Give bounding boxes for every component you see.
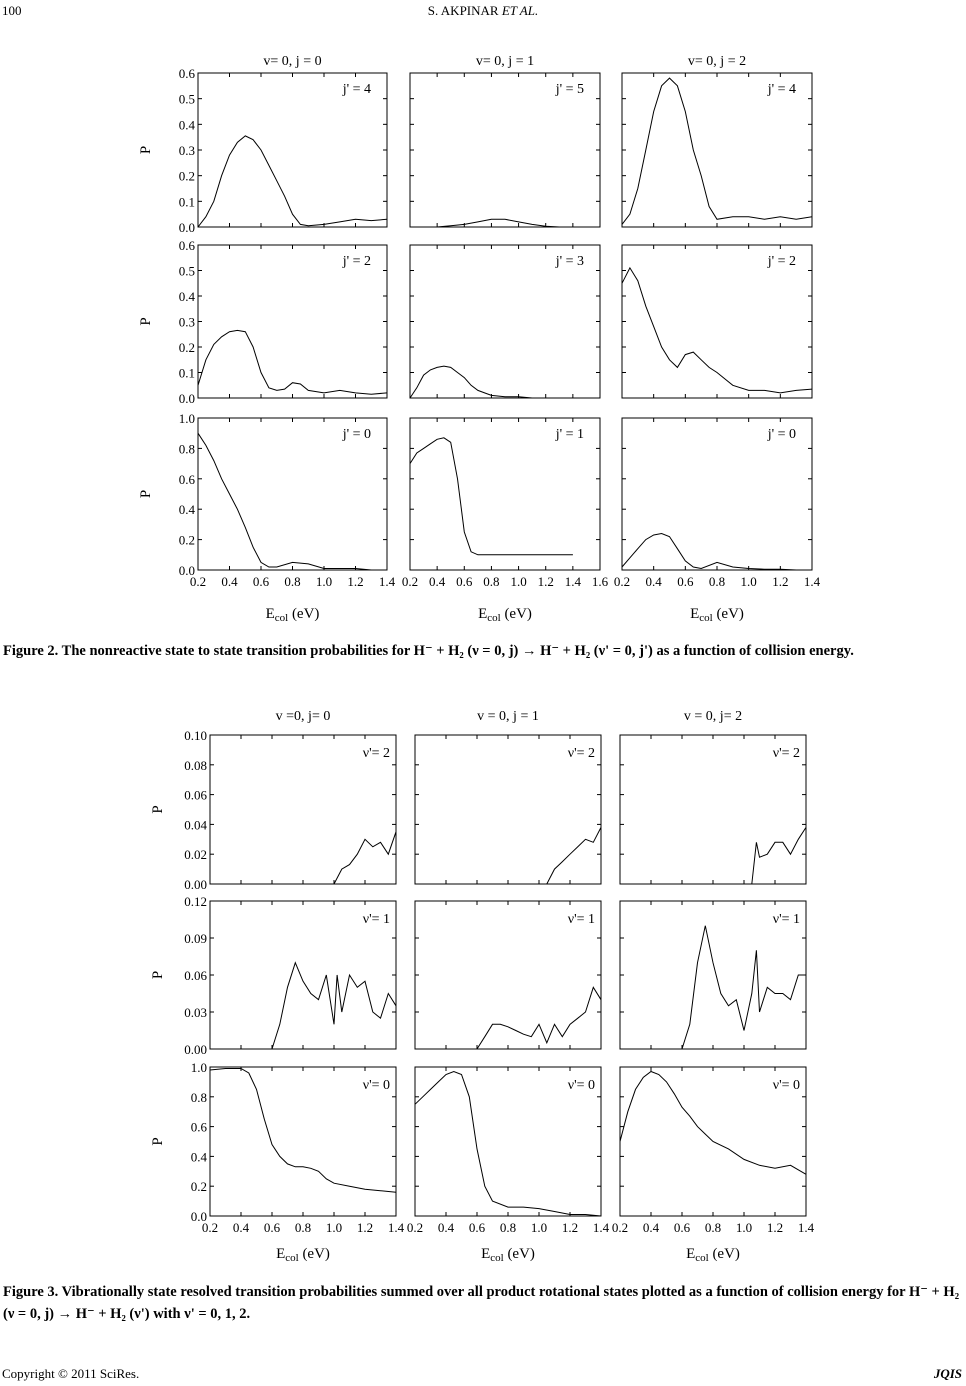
y-axis-label: P — [138, 145, 154, 155]
x-tick-label: 0.6 — [252, 574, 270, 589]
x-axis-label — [478, 606, 532, 624]
y-axis-label: P — [150, 970, 166, 980]
y-tick-label: 0.3 — [178, 143, 195, 158]
x-label-unit: (eV) — [708, 1246, 740, 1262]
x-axis-label-text — [686, 1246, 740, 1264]
series-line — [198, 136, 387, 227]
x-tick-label: 1.2 — [766, 1220, 784, 1235]
x-axis-label — [686, 1246, 740, 1264]
panel-label: j' = 0 — [342, 427, 371, 442]
series-line — [334, 832, 396, 884]
panel-label: ν'= 2 — [362, 746, 390, 761]
y-axis-label: P — [150, 805, 166, 814]
x-label-unit: (eV) — [712, 606, 744, 622]
panel-r0-c1 — [415, 735, 601, 884]
x-tick-label: 0.6 — [468, 1220, 486, 1235]
panel-r2-c2 — [612, 1067, 815, 1235]
panel-label: j' = 5 — [555, 82, 584, 97]
y-tick-label: 0.5 — [178, 263, 195, 279]
y-tick-label: 0.06 — [184, 787, 207, 803]
x-tick-label: 0.4 — [221, 574, 238, 589]
x-axis-label-text — [478, 606, 532, 624]
figure-2 — [0, 40, 966, 630]
panel-label: j' = 0 — [767, 427, 796, 442]
x-tick-label: 0.4 — [437, 1220, 455, 1235]
x-axis-label-text — [690, 606, 744, 624]
series-line — [410, 438, 573, 555]
x-axis-label — [266, 606, 320, 624]
x-tick-label: 1.0 — [325, 1220, 343, 1235]
y-tick-label: 0.6 — [178, 471, 195, 487]
x-tick-label: 0.4 — [642, 1220, 660, 1235]
x-tick-label: 0.2 — [201, 1220, 219, 1235]
column-title: v= 0, j = 0 — [263, 54, 322, 69]
column-title: v = 0, j= 2 — [683, 709, 743, 724]
page-header — [0, 0, 966, 24]
x-tick-label: 0.8 — [483, 574, 500, 589]
series-line — [477, 987, 601, 1049]
x-axis-label-text — [266, 606, 320, 624]
x-tick-label: 0.8 — [284, 574, 301, 589]
y-tick-label: 0.10 — [184, 728, 207, 743]
series-line — [752, 827, 806, 884]
x-tick-label: 0.8 — [294, 1220, 312, 1235]
x-axis-label-text — [481, 1246, 535, 1264]
panel-r2-c0 — [179, 411, 396, 589]
x-tick-label: 1.4 — [797, 1220, 815, 1235]
x-tick-label: 0.8 — [704, 1220, 722, 1235]
y-tick-label: 0.06 — [184, 968, 207, 983]
panel-label: ν'= 1 — [567, 912, 595, 927]
x-tick-label: 0.2 — [189, 574, 207, 589]
y-tick-label: 0.8 — [190, 1089, 207, 1105]
x-label-main: E — [686, 1246, 696, 1262]
x-tick-label: 0.2 — [406, 1220, 424, 1235]
x-tick-label: 0.6 — [263, 1220, 281, 1235]
series-line — [272, 963, 396, 1049]
y-tick-label: 0.5 — [178, 91, 195, 107]
x-label-sub: col — [699, 612, 713, 625]
y-axis-label: P — [138, 317, 154, 326]
y-tick-label: 0.6 — [190, 1119, 207, 1135]
x-axis-label — [690, 606, 744, 624]
x-label-unit: (eV) — [298, 1246, 330, 1262]
panel-r1-c1 — [410, 245, 600, 398]
x-tick-label: 1.0 — [740, 574, 757, 589]
series-line — [622, 268, 812, 393]
x-tick-label: 1.4 — [387, 1220, 405, 1235]
x-tick-label: 0.6 — [677, 574, 694, 589]
x-axis-label — [481, 1246, 535, 1264]
x-tick-label: 1.4 — [564, 574, 581, 589]
series-line — [682, 926, 806, 1049]
y-tick-label: 0.0 — [178, 563, 195, 578]
x-tick-label: 0.8 — [499, 1220, 517, 1235]
panel-label: j' = 4 — [767, 82, 796, 97]
figure-2-caption: Figure 2. The nonreactive state to state transition probabilities for H⁻ + H₂ (ν = 0, j) → H⁻ + H₂ (ν' = 0, j') as a function of collision energy. — [3, 643, 854, 659]
x-tick-label: 1.2 — [561, 1220, 579, 1235]
y-tick-label: 0.2 — [190, 1179, 207, 1195]
y-tick-label: 0.09 — [184, 931, 207, 946]
series-line — [622, 78, 812, 224]
footer-copyright: Copyright © 2011 SciRes. — [2, 1366, 140, 1381]
panel-label: ν'= 0 — [362, 1078, 390, 1093]
running-head — [0, 3, 966, 19]
x-tick-label: 0.2 — [613, 574, 631, 589]
x-tick-label: 0.2 — [611, 1220, 629, 1235]
y-tick-label: 0.0 — [178, 220, 195, 235]
y-tick-label: 0.00 — [184, 877, 207, 892]
x-label-main: E — [690, 606, 700, 622]
x-tick-label: 0.8 — [708, 574, 726, 589]
x-label-sub: col — [285, 1252, 299, 1265]
x-label-unit: (eV) — [503, 1246, 535, 1262]
panel-r2-c1 — [402, 418, 609, 589]
footer-journal: JQIS — [933, 1366, 962, 1381]
x-label-main: E — [481, 1246, 491, 1262]
panel-label: j' = 2 — [342, 254, 371, 269]
y-tick-label: 0.0 — [178, 391, 195, 406]
x-tick-label: 0.4 — [645, 574, 662, 589]
y-tick-label: 0.0 — [190, 1209, 207, 1224]
series-line — [410, 219, 586, 227]
x-tick-label: 1.4 — [803, 574, 821, 589]
y-tick-label: 0.4 — [178, 289, 195, 304]
column-title: v =0, j= 0 — [275, 709, 331, 724]
panel-r2-c2 — [614, 418, 821, 589]
panel-r0-c1 — [410, 73, 600, 227]
x-tick-label: 1.0 — [510, 574, 527, 589]
page-number: 100 — [2, 3, 22, 18]
y-tick-label: 0.4 — [190, 1149, 207, 1165]
x-tick-label: 1.2 — [537, 574, 554, 589]
x-label-main: E — [276, 1246, 286, 1262]
x-tick-label: 1.4 — [378, 574, 396, 589]
y-tick-label: 1.0 — [178, 411, 195, 426]
series-line — [410, 366, 559, 398]
x-tick-label: 1.2 — [356, 1220, 374, 1235]
panel-r0-c0 — [179, 66, 387, 235]
column-title: v= 0, j = 1 — [475, 54, 535, 69]
x-axis-label — [276, 1246, 330, 1264]
y-tick-label: 1.0 — [190, 1060, 207, 1075]
y-tick-label: 0.1 — [178, 194, 195, 210]
x-tick-label: 1.2 — [772, 574, 789, 589]
series-line — [198, 433, 387, 570]
y-tick-label: 0.6 — [178, 238, 195, 253]
x-tick-label: 1.0 — [530, 1220, 548, 1235]
column-title: v = 0, j = 1 — [477, 709, 539, 724]
y-tick-label: 0.12 — [184, 894, 207, 909]
running-head-etal: ET AL. — [501, 3, 539, 18]
x-tick-label: 1.6 — [591, 574, 609, 589]
y-tick-label: 0.03 — [184, 1005, 207, 1020]
x-tick-label: 0.2 — [401, 574, 419, 589]
y-tick-label: 0.02 — [184, 847, 207, 863]
panel-label: j' = 4 — [342, 82, 371, 97]
y-axis-label: P — [150, 1137, 166, 1146]
x-label-main: E — [478, 606, 488, 622]
panel-label: ν'= 0 — [567, 1078, 595, 1093]
x-tick-label: 1.4 — [592, 1220, 610, 1235]
y-tick-label: 0.6 — [178, 66, 195, 81]
x-tick-label: 1.0 — [315, 574, 333, 589]
x-label-unit: (eV) — [500, 606, 532, 622]
y-tick-label: 0.1 — [178, 365, 195, 381]
series-line — [415, 1072, 601, 1217]
y-tick-label: 0.08 — [184, 757, 207, 773]
panel-r1-c2 — [620, 901, 806, 1049]
panel-r0-c2 — [622, 73, 812, 227]
panel-r1-c0 — [184, 894, 396, 1057]
panel-r0-c0 — [184, 728, 396, 892]
y-axis-label: P — [138, 489, 154, 499]
x-tick-label: 0.6 — [456, 574, 473, 589]
panel-label: ν'= 1 — [772, 912, 800, 927]
panel-r1-c2 — [622, 245, 812, 398]
x-label-sub: col — [490, 1252, 504, 1265]
panel-label: ν'= 0 — [772, 1078, 800, 1093]
series-line — [547, 827, 601, 884]
panel-label: j' = 1 — [555, 427, 584, 442]
panel-label: ν'= 2 — [567, 746, 595, 761]
y-tick-label: 0.2 — [178, 532, 195, 548]
x-label-unit: (eV) — [288, 606, 320, 622]
x-tick-label: 0.4 — [232, 1220, 250, 1235]
figure-3-caption: Figure 3. Vibrationally state resolved transition probabilities summed over all product rotational states plotted as a function of collision energy for H⁻ + H₂ (ν = 0, j) → H⁻ + H₂ (ν') with ν' = 0, 1, 2. — [3, 1284, 960, 1322]
series-line — [198, 330, 387, 394]
panel-label: j' = 3 — [555, 254, 584, 269]
running-head-authors: S. AKPINAR — [427, 3, 499, 18]
x-label-sub: col — [487, 612, 501, 625]
y-tick-label: 0.8 — [178, 441, 195, 457]
y-tick-label: 0.2 — [178, 340, 195, 355]
y-tick-label: 0.4 — [178, 502, 195, 518]
y-tick-label: 0.04 — [184, 817, 207, 833]
y-tick-label: 0.00 — [184, 1042, 207, 1057]
panel-r1-c0 — [179, 238, 387, 406]
panel-label: ν'= 1 — [362, 912, 390, 927]
panel-r2-c1 — [407, 1067, 610, 1235]
column-title: v= 0, j = 2 — [687, 54, 747, 69]
x-tick-label: 0.6 — [673, 1220, 691, 1235]
panel-r0-c2 — [620, 735, 806, 884]
x-tick-label: 1.0 — [735, 1220, 753, 1235]
x-tick-label: 1.2 — [347, 574, 364, 589]
series-line — [622, 534, 812, 571]
panel-label: ν'= 2 — [772, 746, 800, 761]
x-label-sub: col — [274, 612, 289, 625]
figure-3 — [0, 700, 966, 1270]
y-tick-label: 0.4 — [178, 117, 195, 133]
panel-r1-c1 — [415, 901, 601, 1049]
x-tick-label: 0.4 — [429, 574, 446, 589]
panel-r2-c0 — [191, 1060, 405, 1235]
x-label-main: E — [265, 606, 275, 622]
x-label-sub: col — [695, 1252, 709, 1265]
x-axis-label-text — [276, 1246, 330, 1264]
panel-label: j' = 2 — [767, 254, 796, 269]
y-tick-label: 0.2 — [178, 168, 195, 184]
y-tick-label: 0.3 — [178, 314, 195, 330]
